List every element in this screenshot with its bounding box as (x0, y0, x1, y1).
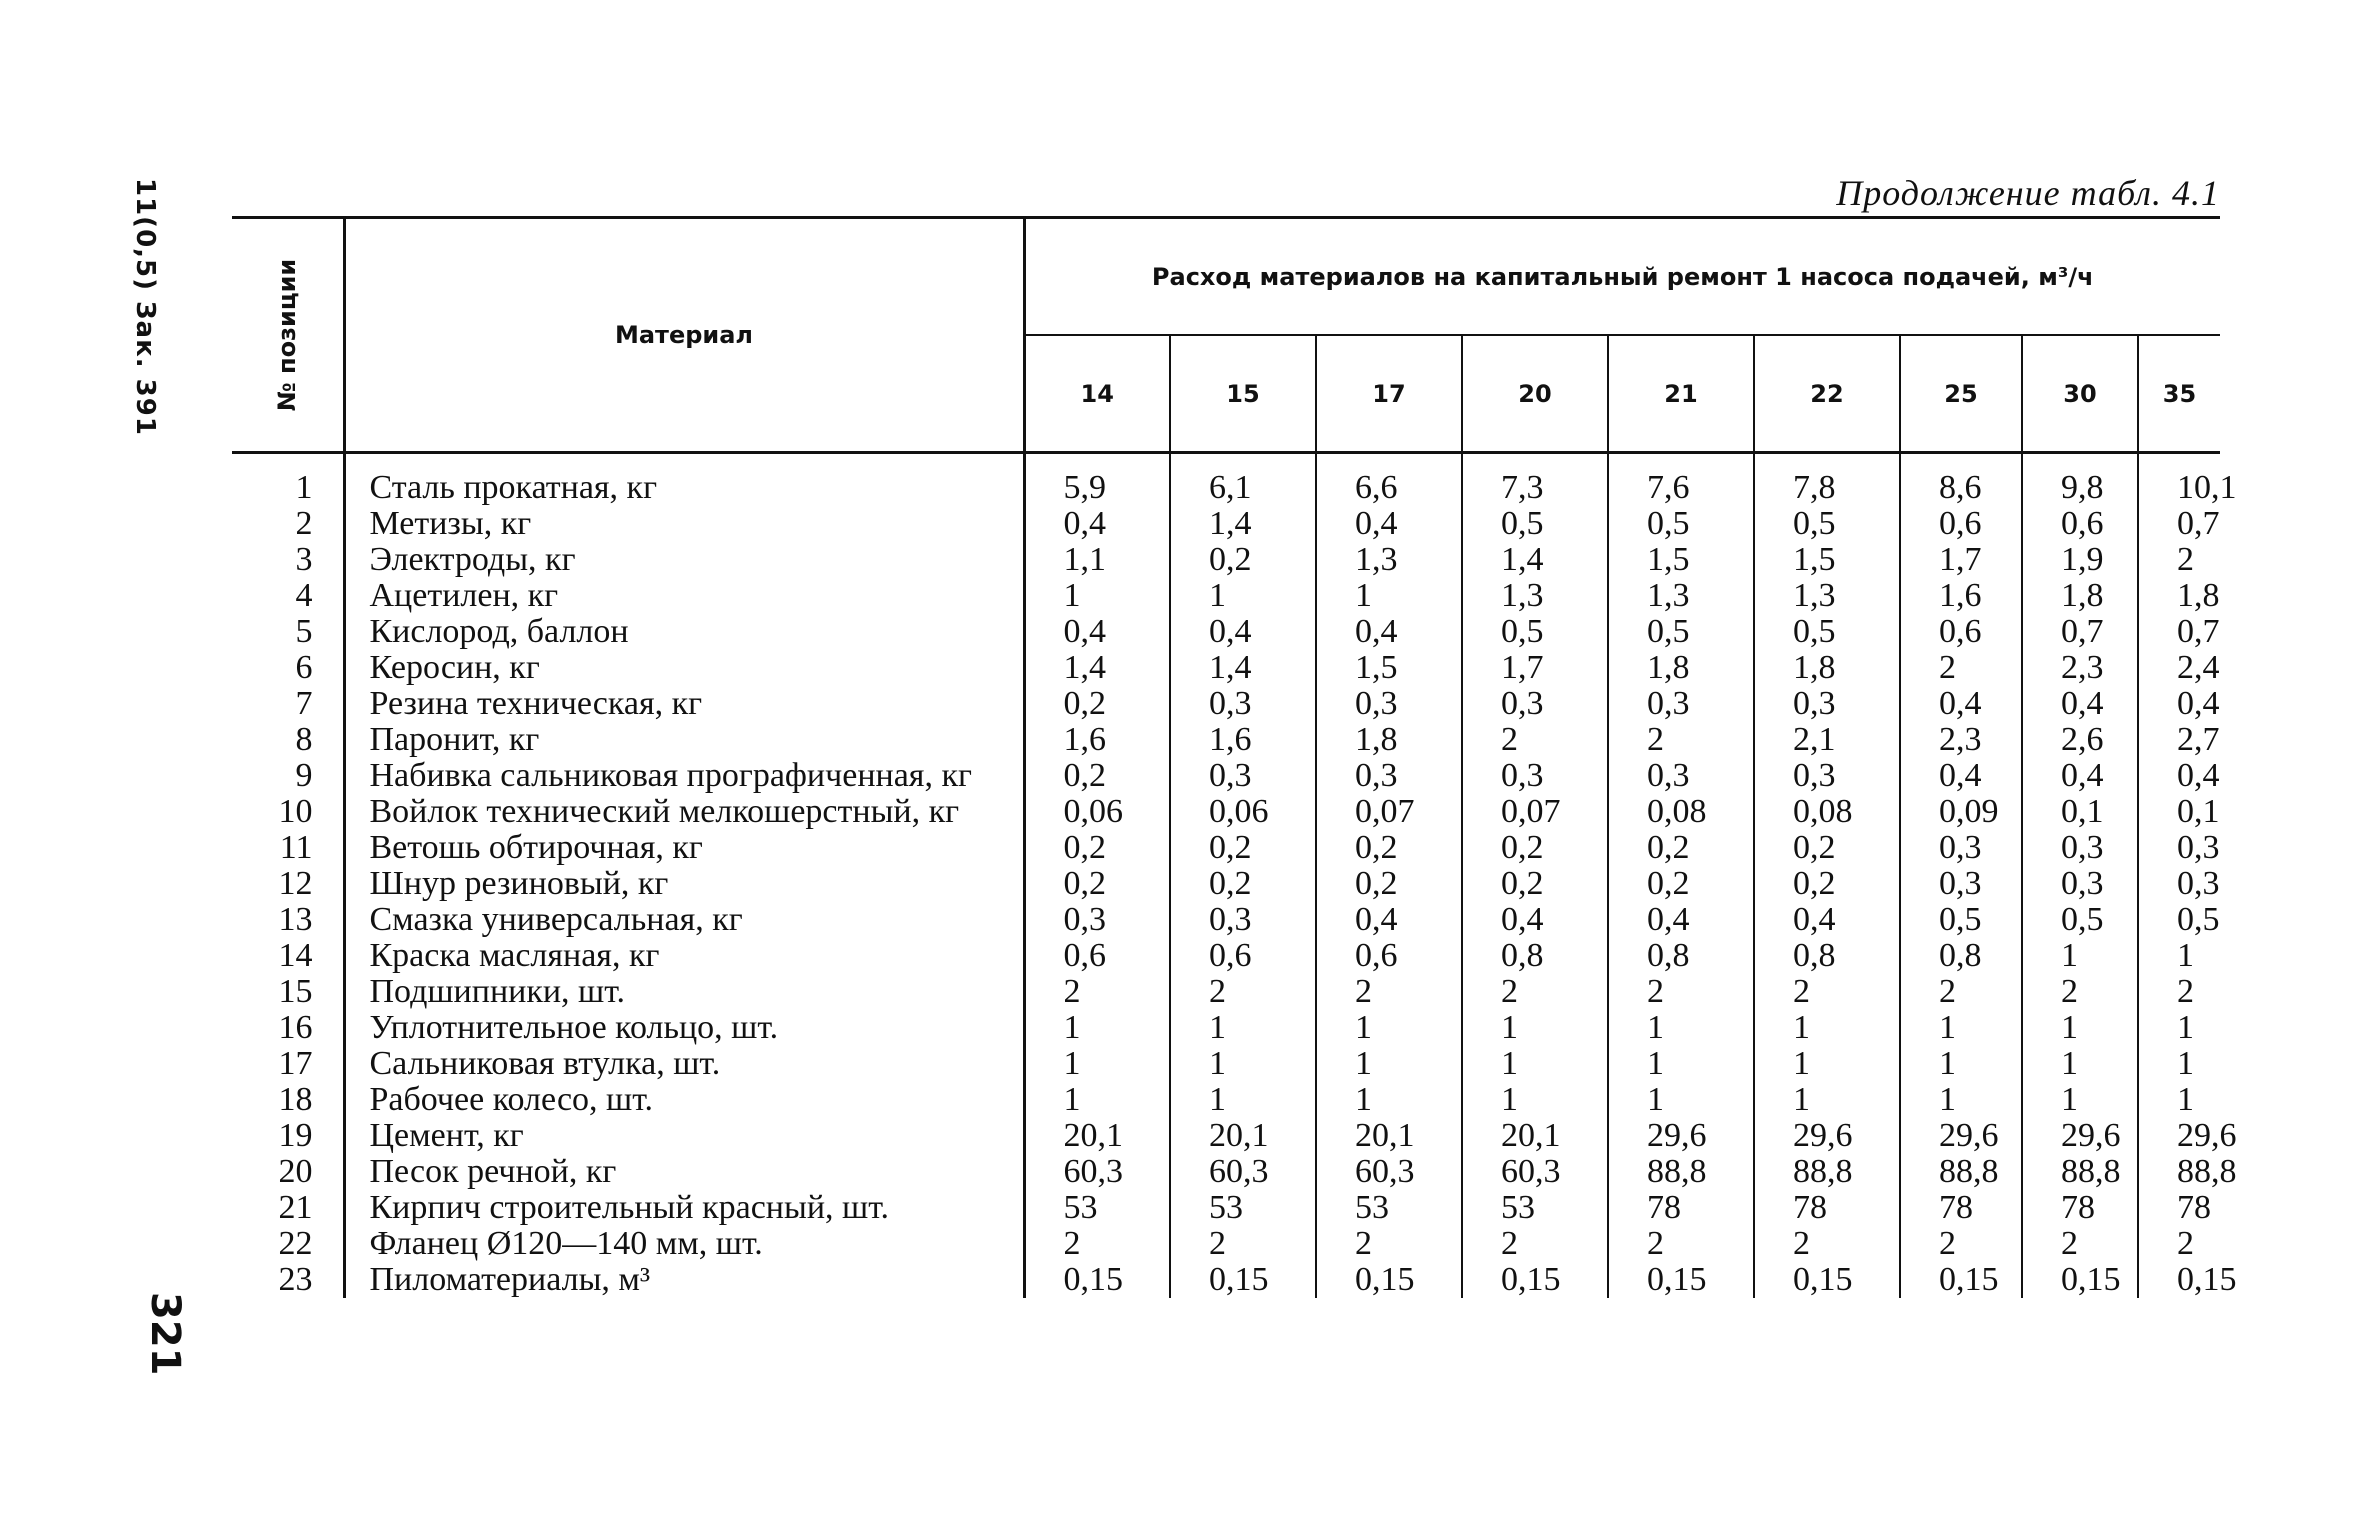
row-value-cell: 0,15 (1024, 1262, 1170, 1298)
header-capacity-cell: 30 (2022, 335, 2138, 453)
header-material: Материал (344, 218, 1024, 453)
table-row (232, 1010, 2220, 1046)
row-value-cell: 10,1 (2177, 469, 2237, 506)
table-row (232, 722, 2220, 758)
row-value-cell: 1,8 (1754, 650, 1900, 686)
row-value-cell: 8,6 (1900, 453, 2022, 507)
header-capacity-cell: 20 (1462, 335, 1608, 453)
row-value-cell: 53 (1170, 1190, 1316, 1226)
row-value-cell: 2 (1316, 1226, 1462, 1262)
materials-table-wrapper (232, 216, 2237, 1298)
table-body (232, 453, 2237, 1299)
header-capacity-cell: 15 (1170, 335, 1316, 453)
row-value-cell: 1 (1170, 1082, 1316, 1118)
row-value-cell: 0,3 (1462, 758, 1608, 794)
row-value-cell: 0,4 (1024, 614, 1170, 650)
row-position-number: 16 (232, 1010, 344, 1046)
table-row (232, 614, 2220, 650)
row-value-cell: 60,3 (1462, 1154, 1608, 1190)
row-value-cell: 1,7 (1900, 542, 2022, 578)
row-value-cell: 0,4 (1316, 902, 1462, 938)
row-value-cell: 60,3 (1024, 1154, 1170, 1190)
row-material-name: Уплотнительное кольцо, шт. (344, 1010, 1024, 1046)
row-value-cell: 1 (2177, 1081, 2194, 1118)
row-value-cell: 0,3 (1608, 686, 1754, 722)
row-value-cell: 1 (2177, 937, 2194, 974)
row-value-cell: 0,4 (2022, 686, 2138, 722)
header-position (232, 218, 344, 453)
header-capacity-cell: 17 (1316, 335, 1462, 453)
row-value-cell: 1 (1462, 1082, 1608, 1118)
row-value-cell: 2 (1608, 722, 1754, 758)
row-value-cell: 1 (1170, 578, 1316, 614)
row-position-number: 14 (232, 938, 344, 974)
header-capacity-cell: 35 (2138, 335, 2220, 453)
row-material-name: Паронит, кг (344, 722, 1024, 758)
row-value-cell: 53 (1462, 1190, 1608, 1226)
row-value-cell: 2 (1170, 1226, 1316, 1262)
row-value-cell: 0,15 (1462, 1262, 1608, 1298)
row-value-cell: 0,3 (1608, 758, 1754, 794)
row-value-cell: 2 (1462, 1226, 1608, 1262)
row-value-cell: 60,3 (1170, 1154, 1316, 1190)
row-value-cell: 1 (2022, 1082, 2138, 1118)
table-header (232, 218, 2220, 453)
row-material-name: Войлок технический мелкошерстный, кг (344, 794, 1024, 830)
row-value-cell: 2,4 (2177, 649, 2220, 686)
row-value-cell: 0,15 (1754, 1262, 1900, 1298)
row-value-cell: 1 (1900, 1082, 2022, 1118)
row-value-cell: 1,6 (1170, 722, 1316, 758)
row-value-cell: 0,4 (1316, 506, 1462, 542)
row-value-cell: 1 (2022, 1046, 2138, 1082)
row-material-name: Набивка сальниковая прографиченная, кг (344, 758, 1024, 794)
row-value-cell: 1 (1462, 1046, 1608, 1082)
header-position-label: № позиции (273, 258, 302, 412)
row-value-cell: 0,7 (2022, 614, 2138, 650)
row-value-cell: 0,3 (1024, 902, 1170, 938)
row-value-cell: 1 (1900, 1010, 2022, 1046)
row-value-cell: 0,2 (1316, 830, 1462, 866)
row-value-cell: 1,5 (1316, 650, 1462, 686)
row-material-name: Электроды, кг (344, 542, 1024, 578)
row-value-cell: 0,7 (2177, 505, 2220, 542)
row-value-cell: 1,8 (1316, 722, 1462, 758)
row-material-name: Пиломатериалы, м³ (344, 1262, 1024, 1298)
row-value-cell: 78 (2022, 1190, 2138, 1226)
row-value-cell: 0,3 (1900, 830, 2022, 866)
row-value-cell: 1 (1316, 1082, 1462, 1118)
row-value-cell: 29,6 (2177, 1117, 2237, 1154)
row-value-cell: 5,9 (1024, 453, 1170, 507)
row-value-cell: 2 (2177, 1225, 2194, 1262)
row-value-cell: 2 (1900, 974, 2022, 1010)
row-value-cell: 2,6 (2022, 722, 2138, 758)
row-value-cell: 6,1 (1170, 453, 1316, 507)
row-value-cell: 0,6 (1024, 938, 1170, 974)
row-value-cell: 0,07 (1462, 794, 1608, 830)
row-value-cell: 0,5 (1754, 614, 1900, 650)
row-value-cell: 0,5 (1608, 506, 1754, 542)
row-value-cell: 2 (2022, 974, 2138, 1010)
row-material-name: Песок речной, кг (344, 1154, 1024, 1190)
row-position-number: 10 (232, 794, 344, 830)
row-value-cell: 1,4 (1462, 542, 1608, 578)
row-value-cell: 2 (2022, 1226, 2138, 1262)
row-value-cell: 0,4 (2177, 685, 2220, 722)
row-value-cell: 2,1 (1754, 722, 1900, 758)
header-capacity-cell: 21 (1608, 335, 1754, 453)
row-value-cell: 29,6 (2022, 1118, 2138, 1154)
table-row (232, 542, 2220, 578)
row-value-cell: 0,07 (1316, 794, 1462, 830)
row-position-number: 23 (232, 1262, 344, 1298)
row-value-cell: 1,6 (1024, 722, 1170, 758)
row-value-cell: 2,7 (2177, 721, 2220, 758)
row-value-cell: 0,5 (1462, 506, 1608, 542)
row-value-cell: 2 (1170, 974, 1316, 1010)
row-value-cell: 6,6 (1316, 453, 1462, 507)
row-value-cell: 2 (1462, 974, 1608, 1010)
row-value-cell: 0,8 (1608, 938, 1754, 974)
table-row (232, 1190, 2220, 1226)
row-value-cell: 2 (1754, 1226, 1900, 1262)
table-row (232, 1046, 2220, 1082)
row-value-cell: 88,8 (1608, 1154, 1754, 1190)
row-value-cell: 20,1 (1462, 1118, 1608, 1154)
row-value-cell: 0,4 (2022, 758, 2138, 794)
table-row (232, 938, 2220, 974)
row-position-number: 5 (232, 614, 344, 650)
row-value-cell: 1 (1170, 1010, 1316, 1046)
row-value-cell: 0,5 (2177, 901, 2220, 938)
table-row (232, 578, 2220, 614)
row-value-cell: 20,1 (1024, 1118, 1170, 1154)
row-value-cell: 2 (1900, 1226, 2022, 1262)
row-position-number: 21 (232, 1190, 344, 1226)
row-value-cell: 0,4 (1900, 686, 2022, 722)
row-value-cell: 1,7 (1462, 650, 1608, 686)
row-value-cell: 0,3 (1316, 758, 1462, 794)
row-material-name: Фланец Ø120—140 мм, шт. (344, 1226, 1024, 1262)
row-value-cell: 0,08 (1754, 794, 1900, 830)
row-value-cell: 0,09 (1900, 794, 2022, 830)
row-position-number: 9 (232, 758, 344, 794)
row-value-cell: 0,15 (1900, 1262, 2022, 1298)
row-material-name: Керосин, кг (344, 650, 1024, 686)
row-value-cell: 0,3 (1754, 758, 1900, 794)
row-value-cell: 0,08 (1608, 794, 1754, 830)
row-value-cell: 2 (2177, 541, 2194, 578)
row-value-cell: 0,4 (2177, 757, 2220, 794)
row-value-cell: 0,2 (1608, 866, 1754, 902)
row-material-name: Ветошь обтирочная, кг (344, 830, 1024, 866)
row-value-cell: 0,06 (1170, 794, 1316, 830)
row-value-cell: 2,3 (1900, 722, 2022, 758)
row-material-name: Рабочее колесо, шт. (344, 1082, 1024, 1118)
table-row (232, 902, 2220, 938)
row-value-cell: 1 (1024, 1046, 1170, 1082)
row-value-cell: 78 (1608, 1190, 1754, 1226)
row-value-cell: 0,2 (1316, 866, 1462, 902)
row-material-name: Кирпич строительный красный, шт. (344, 1190, 1024, 1226)
header-capacity-cell: 22 (1754, 335, 1900, 453)
row-position-number: 7 (232, 686, 344, 722)
row-value-cell: 0,2 (1024, 830, 1170, 866)
row-value-cell: 0,3 (2177, 829, 2220, 866)
row-value-cell: 78 (1900, 1190, 2022, 1226)
row-value-cell: 1 (1316, 1010, 1462, 1046)
row-value-cell: 0,06 (1024, 794, 1170, 830)
row-value-cell: 1,1 (1024, 542, 1170, 578)
row-value-cell: 1 (1608, 1046, 1754, 1082)
row-value-cell: 1,3 (1754, 578, 1900, 614)
row-value-cell: 1 (1754, 1082, 1900, 1118)
row-position-number: 8 (232, 722, 344, 758)
header-consumption-group: Расход материалов на капитальный ремонт 1 насоса подачей, м³/ч (1024, 218, 2220, 336)
row-value-cell: 1 (1316, 578, 1462, 614)
row-material-name: Сталь прокатная, кг (344, 453, 1024, 507)
row-material-name: Цемент, кг (344, 1118, 1024, 1154)
row-value-cell: 1,3 (1462, 578, 1608, 614)
row-value-cell: 78 (1754, 1190, 1900, 1226)
row-value-cell: 0,5 (1900, 902, 2022, 938)
row-value-cell: 2 (1462, 722, 1608, 758)
row-position-number: 22 (232, 1226, 344, 1262)
row-value-cell: 0,15 (2022, 1262, 2138, 1298)
row-position-number: 6 (232, 650, 344, 686)
row-value-cell: 0,3 (1316, 686, 1462, 722)
row-value-cell: 0,4 (1608, 902, 1754, 938)
row-value-cell: 0,2 (1170, 830, 1316, 866)
table-row (232, 1154, 2220, 1190)
row-value-cell: 20,1 (1170, 1118, 1316, 1154)
row-value-cell: 0,2 (1024, 758, 1170, 794)
row-position-number: 18 (232, 1082, 344, 1118)
row-value-cell: 0,15 (1608, 1262, 1754, 1298)
row-value-cell: 0,2 (1170, 542, 1316, 578)
row-value-cell: 0,8 (1754, 938, 1900, 974)
row-value-cell: 1,5 (1754, 542, 1900, 578)
row-value-cell: 0,4 (1316, 614, 1462, 650)
row-value-cell: 0,4 (1170, 614, 1316, 650)
table-row (232, 686, 2220, 722)
row-value-cell: 7,8 (1754, 453, 1900, 507)
materials-consumption-table (232, 216, 2237, 1298)
row-position-number: 19 (232, 1118, 344, 1154)
row-position-number: 12 (232, 866, 344, 902)
row-material-name: Краска масляная, кг (344, 938, 1024, 974)
row-value-cell: 88,8 (2022, 1154, 2138, 1190)
row-value-cell: 29,6 (1754, 1118, 1900, 1154)
row-value-cell: 1,4 (1024, 650, 1170, 686)
row-value-cell: 1,6 (1900, 578, 2022, 614)
row-value-cell: 0,2 (1462, 866, 1608, 902)
table-row (232, 974, 2220, 1010)
row-value-cell: 0,6 (2022, 506, 2138, 542)
row-value-cell: 9,8 (2022, 453, 2138, 507)
row-material-name: Сальниковая втулка, шт. (344, 1046, 1024, 1082)
table-continuation-caption: Продолжение табл. 4.1 (1836, 173, 2220, 213)
table-row (232, 650, 2220, 686)
row-value-cell: 0,3 (1170, 758, 1316, 794)
row-value-cell: 29,6 (1608, 1118, 1754, 1154)
row-value-cell: 1 (1462, 1010, 1608, 1046)
row-position-number: 1 (232, 453, 344, 507)
row-value-cell: 0,2 (1170, 866, 1316, 902)
row-value-cell: 1,3 (1316, 542, 1462, 578)
row-position-number: 13 (232, 902, 344, 938)
row-material-name: Ацетилен, кг (344, 578, 1024, 614)
row-value-cell: 88,8 (1900, 1154, 2022, 1190)
row-value-cell: 1 (1024, 1010, 1170, 1046)
row-value-cell: 1,8 (2177, 577, 2220, 614)
row-value-cell: 0,4 (1900, 758, 2022, 794)
row-value-cell: 0,3 (2022, 866, 2138, 902)
row-value-cell: 1 (1316, 1046, 1462, 1082)
row-value-cell: 0,1 (2177, 793, 2220, 830)
row-material-name: Кислород, баллон (344, 614, 1024, 650)
row-value-cell: 60,3 (1316, 1154, 1462, 1190)
row-material-name: Подшипники, шт. (344, 974, 1024, 1010)
row-value-cell: 2 (2177, 973, 2194, 1010)
row-value-cell: 0,5 (1754, 506, 1900, 542)
row-value-cell: 0,3 (2177, 865, 2220, 902)
table-row (232, 506, 2220, 542)
row-position-number: 17 (232, 1046, 344, 1082)
row-value-cell: 0,5 (2022, 902, 2138, 938)
row-value-cell: 1 (1170, 1046, 1316, 1082)
row-value-cell: 0,2 (1754, 866, 1900, 902)
row-value-cell: 0,2 (1024, 686, 1170, 722)
side-print-label: 11(0,5) Зак. 391 (130, 178, 160, 436)
row-value-cell: 1 (1900, 1046, 2022, 1082)
table-row (232, 453, 2220, 507)
row-value-cell: 53 (1024, 1190, 1170, 1226)
row-value-cell: 0,3 (1170, 686, 1316, 722)
row-position-number: 15 (232, 974, 344, 1010)
row-value-cell: 0,5 (1608, 614, 1754, 650)
row-material-name: Метизы, кг (344, 506, 1024, 542)
row-value-cell: 1,8 (2022, 578, 2138, 614)
row-value-cell: 7,3 (1462, 453, 1608, 507)
row-value-cell: 1 (2177, 1045, 2194, 1082)
table-row (232, 1118, 2220, 1154)
row-value-cell: 88,8 (2177, 1153, 2237, 1190)
table-row (232, 1262, 2220, 1298)
row-value-cell: 20,1 (1316, 1118, 1462, 1154)
row-material-name: Смазка универсальная, кг (344, 902, 1024, 938)
row-value-cell: 2 (1608, 1226, 1754, 1262)
row-value-cell: 2 (1900, 650, 2022, 686)
row-value-cell: 1 (1024, 1082, 1170, 1118)
row-value-cell: 0,3 (2022, 830, 2138, 866)
row-value-cell: 1 (1024, 578, 1170, 614)
row-material-name: Шнур резиновый, кг (344, 866, 1024, 902)
row-value-cell: 1,4 (1170, 650, 1316, 686)
row-position-number: 2 (232, 506, 344, 542)
row-material-name: Резина техническая, кг (344, 686, 1024, 722)
row-value-cell: 2 (1754, 974, 1900, 1010)
row-position-number: 3 (232, 542, 344, 578)
table-row (232, 830, 2220, 866)
row-value-cell: 1 (2022, 1010, 2138, 1046)
row-value-cell: 7,6 (1608, 453, 1754, 507)
row-value-cell: 0,6 (1170, 938, 1316, 974)
row-value-cell: 1,9 (2022, 542, 2138, 578)
row-value-cell: 0,1 (2022, 794, 2138, 830)
row-position-number: 11 (232, 830, 344, 866)
row-value-cell: 1,4 (1170, 506, 1316, 542)
row-value-cell: 0,3 (1754, 686, 1900, 722)
row-value-cell: 53 (1316, 1190, 1462, 1226)
row-value-cell: 1,8 (1608, 650, 1754, 686)
header-capacity-cell: 25 (1900, 335, 2022, 453)
row-value-cell: 2 (1024, 1226, 1170, 1262)
row-value-cell: 1 (1608, 1082, 1754, 1118)
table-row (232, 1226, 2220, 1262)
row-value-cell: 1 (1608, 1010, 1754, 1046)
row-position-number: 20 (232, 1154, 344, 1190)
row-value-cell: 0,15 (1170, 1262, 1316, 1298)
row-value-cell: 1,5 (1608, 542, 1754, 578)
row-position-number: 4 (232, 578, 344, 614)
row-value-cell: 2,3 (2022, 650, 2138, 686)
table-row (232, 758, 2220, 794)
row-value-cell: 2 (1024, 974, 1170, 1010)
row-value-cell: 0,3 (1462, 686, 1608, 722)
row-value-cell: 0,2 (1608, 830, 1754, 866)
row-value-cell: 88,8 (1754, 1154, 1900, 1190)
table-row (232, 794, 2220, 830)
row-value-cell: 0,4 (1754, 902, 1900, 938)
row-value-cell: 2 (1608, 974, 1754, 1010)
row-value-cell: 0,8 (1900, 938, 2022, 974)
row-value-cell: 0,8 (1462, 938, 1608, 974)
row-value-cell: 0,15 (1316, 1262, 1462, 1298)
row-value-cell: 1,3 (1608, 578, 1754, 614)
row-value-cell: 0,6 (1316, 938, 1462, 974)
row-value-cell: 0,2 (1754, 830, 1900, 866)
row-value-cell: 1 (1754, 1010, 1900, 1046)
row-value-cell: 0,5 (1462, 614, 1608, 650)
table-row (232, 866, 2220, 902)
row-value-cell: 0,2 (1024, 866, 1170, 902)
header-capacity-cell: 14 (1024, 335, 1170, 453)
page-number: 321 (142, 1292, 188, 1376)
row-value-cell: 0,7 (2177, 613, 2220, 650)
row-value-cell: 1 (2022, 938, 2138, 974)
row-value-cell: 78 (2177, 1189, 2211, 1226)
row-value-cell: 2 (1316, 974, 1462, 1010)
row-value-cell: 0,2 (1462, 830, 1608, 866)
table-row (232, 1082, 2220, 1118)
row-value-cell: 29,6 (1900, 1118, 2022, 1154)
row-value-cell: 1 (1754, 1046, 1900, 1082)
row-value-cell: 0,6 (1900, 614, 2022, 650)
row-value-cell: 0,4 (1462, 902, 1608, 938)
row-value-cell: 0,15 (2177, 1261, 2237, 1298)
row-value-cell: 0,3 (1900, 866, 2022, 902)
row-value-cell: 1 (2177, 1009, 2194, 1046)
row-value-cell: 0,3 (1170, 902, 1316, 938)
row-value-cell: 0,6 (1900, 506, 2022, 542)
row-value-cell: 0,4 (1024, 506, 1170, 542)
